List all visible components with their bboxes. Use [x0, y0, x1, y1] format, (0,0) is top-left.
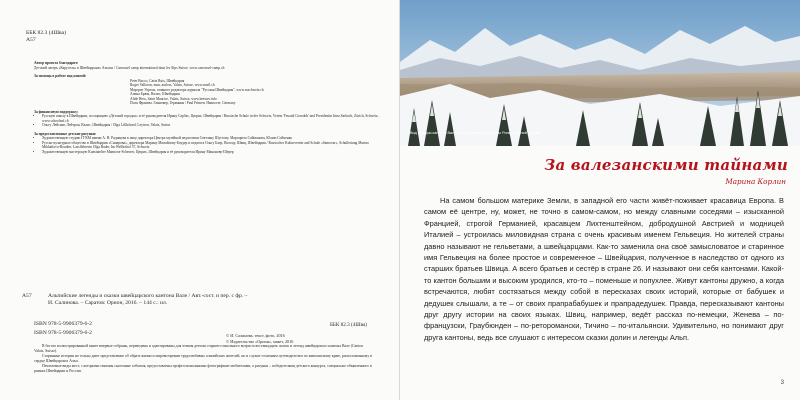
credit-item: • Художественную мастерскую Kunstatelier Mannova-Scheorer, Цюрих, Швейцария и её руководителя Ирину Манонову-Шерер — [42, 150, 384, 155]
bbk-code: ББК 82.3 (4Шва) — [26, 30, 66, 36]
credit-item: • Художественную студию ГГКМ имени А. Н. Радищева в лице директора Центра музейной педагогики Светлану Шустову, Маргарита Саймонова, Юлию Сойченко — [42, 136, 384, 141]
page-number: 3 — [780, 380, 784, 386]
annotation-paragraph: В богато иллюстрированной книге впервые собраны, переведены и адаптированы для чтения детьми старшего школьного возраста восемнадцать сказок и легенд швейцарского кантона Вале (Canton Valais, Suisse). — [34, 344, 363, 353]
catalog-line: Альпийские легенды и сказки швейцарского кантона Вале / Авт.-сост. и пер. с фр. – — [48, 293, 248, 299]
helper-name: Маргрит Уортон, главного редактора журнала "Русская Швейцария", www.ruschweiz.ch — [130, 87, 264, 92]
section-heading: Автор проекта благодарит: — [34, 61, 79, 65]
chapter-title: За валезанскими тайнами — [544, 156, 788, 174]
body-paragraph: На самом большом материке Земли, в западной его части живёт-поживает красавица Европа. В самом её центре, ну, может, не точно в самом-самом, но между славными соседями – изысканной Францией, строгой Германией, красавцем Лихтенштейном, добродушной Австрией и модницей Италией – устроилась миловидная страна с очень красивым именем Гельвеция. Но жителей страны давно называют не гельветами, а швейцарцами. Как-то заменила она своё замысловатое и старинное имя Гельвеция на более простое и современное – Швейцария, полученное в наследство от одного из старших братьев Швица. А всего братьев и сестёр в стране 26. И называют они себя кантонами. Какой-то кантон большим и высоким уродился, кто-то – поменьше и попухлее. Живут кантоны дружно, а когда встречаются, любят состязаться между собой в пересказах своих историй, которые от бабушек и дедушек слышали, а те – от своих прапрабабушек и прапрадедушек. Правда, пересказывают кантоны друг другу истории на своих языках. Швиц, например, ведёт рассказ по-немецки, Женева – по-французски, Граубюнден – по-ретороманcки, Тичино – по-итальянски. Удивительно, но понимают друг друга кантоны, ведь все слушают с интересом сказки долин и легенды Альп. — [424, 196, 784, 342]
winter-mountain-photo — [400, 0, 800, 146]
right-page — [400, 0, 800, 400]
helper-name: Поля Франева, Ганновер, Германия / Paul Frimen, Hannover, Germany — [130, 101, 236, 105]
catalog-line: И. Салинова. – Саратов: Орион, 2016. – 144 с.: ил. — [48, 300, 168, 306]
copyright-line: © Издательство «Орион», макет, 2016 — [226, 339, 294, 344]
section-heading: За помощь в работе над книгой: — [34, 74, 87, 78]
credit-list — [34, 136, 384, 154]
catalog-text — [48, 293, 382, 307]
credit-item: • Ольгу Лейсинг, Лейтрон, Валис, Швейцария / Olga Lißhchard, Leytron, Valais, Suisse — [42, 123, 384, 128]
copyright-block — [226, 333, 293, 345]
section-heading: За финансовую поддержку: — [34, 109, 79, 114]
bbk-block — [26, 30, 66, 44]
isbn-top: ISBN 978-5-9906379-6-2 — [34, 321, 92, 327]
bbk-bottom: ББК 82.3 (4Шва) — [329, 322, 367, 328]
helper-row — [34, 101, 384, 106]
helper-spacer — [34, 101, 130, 106]
helper-name: Алина Брюн, Валис, Швейцария — [130, 92, 180, 96]
annotation-paragraph: Старинные истории не только дают представление об образе жизни и мировоззрении трудолюбивых альпийских жителей, но и служат отличным путеводителем по живописному краю, расположенному в сердце Швейцарских Альп. — [34, 354, 372, 363]
annotation-paragraph: Печатаемые виды мест, с которыми связаны сказочные события, предоставлены профессиональными фотографами-любителями, а рисунки – победителями детского конкурса, специально объявленного в рамках Швейцарии и России. — [34, 364, 372, 373]
copyright-line: © И. Салинова, текст, фото, 2016 — [226, 333, 285, 338]
chapter-body — [424, 195, 784, 343]
photo-caption: Вид на горы кантона Вале по направлению долины Роны. Зимний пейзаж — [410, 131, 541, 135]
annotation — [34, 344, 374, 374]
credit-line: Детский лагерь «Карусель» в Швейцарских Альпах / Carrousel camp international dans les Alps Suisse, www.carrousel-camp.ch — [34, 65, 225, 70]
author-mark: А57 — [26, 37, 36, 43]
credit-list — [34, 114, 384, 128]
credit-item: • Русскую школу в Швейцарии, ассоциацию «Детский городок» и её руководителя Ирину Сарбас, Цюрих, Швейцария / Russische Schule in der Schweiz, Verein 'Fawadi Gorodok' und Presidentin Irina Sarbach, Zürich, Schweiz, www.schooleaf.ch — [42, 114, 384, 123]
acknowledgements — [34, 57, 384, 154]
helper-name: Alide Hess, Saint Maurice, Valais, Suisse, www.bresses.info — [130, 96, 217, 101]
chapter-author: Марина Корлин — [725, 177, 786, 186]
helper-name: Roger Valloton, man, autlors, Valais, Suisse, www.nusfl.ch — [130, 83, 215, 87]
helper-name: Peter Bucco, Carin Ruts, Швейцария — [130, 78, 185, 83]
catalog-code: А57 — [22, 293, 32, 299]
catalog-entry — [22, 293, 382, 307]
section-heading: За предоставленные детские рисунки: — [34, 131, 97, 136]
isbn-bottom: ISBN 978-5-9906379-6-2 — [34, 330, 92, 336]
credit-item: • Русско-культурное общество в Швейцарии «Самарова», директора Марину Михайлову-Боудер и педагога Ольгу Баер, Волоцу, Швиц, Швейцария / Russischer Kulturverein and Schule «Samovar», Schulleitung Marina Mikhailova-Boudier, Lassflehrerin Olga Bader, Im Wellitzhof 57, Schweiz — [42, 141, 384, 150]
